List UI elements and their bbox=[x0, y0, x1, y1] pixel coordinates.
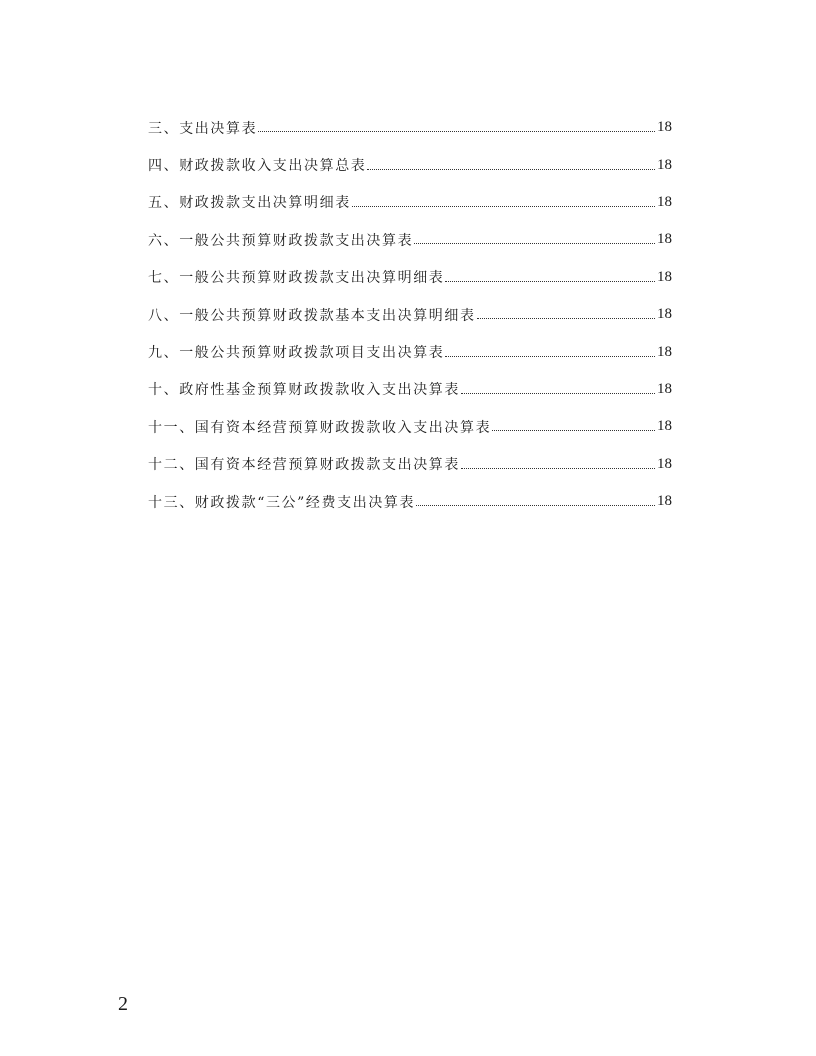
toc-entry[interactable] bbox=[148, 446, 672, 483]
toc-entry[interactable] bbox=[148, 408, 672, 445]
toc-entry-page: 18 bbox=[657, 268, 672, 285]
toc-dot-leader bbox=[258, 117, 655, 132]
toc-entry[interactable] bbox=[148, 371, 672, 408]
toc-entry-title: 十、政府性基金预算财政拨款收入支出决算表 bbox=[148, 382, 460, 399]
toc-dot-leader bbox=[492, 416, 655, 431]
toc-entry-page: 18 bbox=[657, 119, 672, 136]
toc-dot-leader bbox=[352, 192, 655, 207]
toc-dot-leader bbox=[414, 229, 655, 244]
toc-entry[interactable] bbox=[148, 333, 672, 370]
toc-entry-page: 18 bbox=[657, 418, 672, 435]
toc-entry[interactable] bbox=[148, 483, 672, 520]
toc-entry-title: 七、一般公共预算财政拨款支出决算明细表 bbox=[148, 270, 445, 287]
table-of-contents bbox=[148, 109, 672, 520]
toc-dot-leader bbox=[445, 342, 655, 357]
toc-dot-leader bbox=[367, 155, 655, 170]
toc-entry-page: 18 bbox=[657, 156, 672, 173]
toc-entry[interactable] bbox=[148, 296, 672, 333]
toc-entry[interactable] bbox=[148, 259, 672, 296]
page-number: 2 bbox=[118, 993, 128, 1015]
toc-entry-title: 十二、国有资本经营预算财政拨款支出决算表 bbox=[148, 457, 460, 474]
toc-entry[interactable] bbox=[148, 184, 672, 221]
toc-entry-title: 十三、财政拨款“三公”经费支出决算表 bbox=[148, 494, 416, 511]
toc-entry-title: 八、一般公共预算财政拨款基本支出决算明细表 bbox=[148, 307, 476, 324]
toc-entry-page: 18 bbox=[657, 231, 672, 248]
toc-entry-title: 五、财政拨款支出决算明细表 bbox=[148, 195, 351, 212]
toc-entry-page: 18 bbox=[657, 306, 672, 323]
toc-entry-page: 18 bbox=[657, 193, 672, 210]
toc-entry-title: 九、一般公共预算财政拨款项目支出决算表 bbox=[148, 345, 445, 362]
toc-entry-title: 三、支出决算表 bbox=[148, 120, 258, 137]
toc-dot-leader bbox=[445, 267, 655, 282]
toc-dot-leader bbox=[477, 304, 655, 319]
toc-dot-leader bbox=[461, 379, 655, 394]
toc-entry[interactable] bbox=[148, 109, 672, 146]
toc-entry[interactable] bbox=[148, 221, 672, 258]
toc-entry-page: 18 bbox=[657, 343, 672, 360]
toc-entry-page: 18 bbox=[657, 380, 672, 397]
toc-entry-title: 四、财政拨款收入支出决算总表 bbox=[148, 158, 367, 175]
toc-entry-page: 18 bbox=[657, 455, 672, 472]
toc-entry-title: 十一、国有资本经营预算财政拨款收入支出决算表 bbox=[148, 419, 492, 436]
toc-entry[interactable] bbox=[148, 146, 672, 183]
toc-dot-leader bbox=[461, 454, 655, 469]
toc-entry-page: 18 bbox=[657, 493, 672, 510]
toc-dot-leader bbox=[416, 491, 655, 506]
toc-entry-title: 六、一般公共预算财政拨款支出决算表 bbox=[148, 232, 414, 249]
